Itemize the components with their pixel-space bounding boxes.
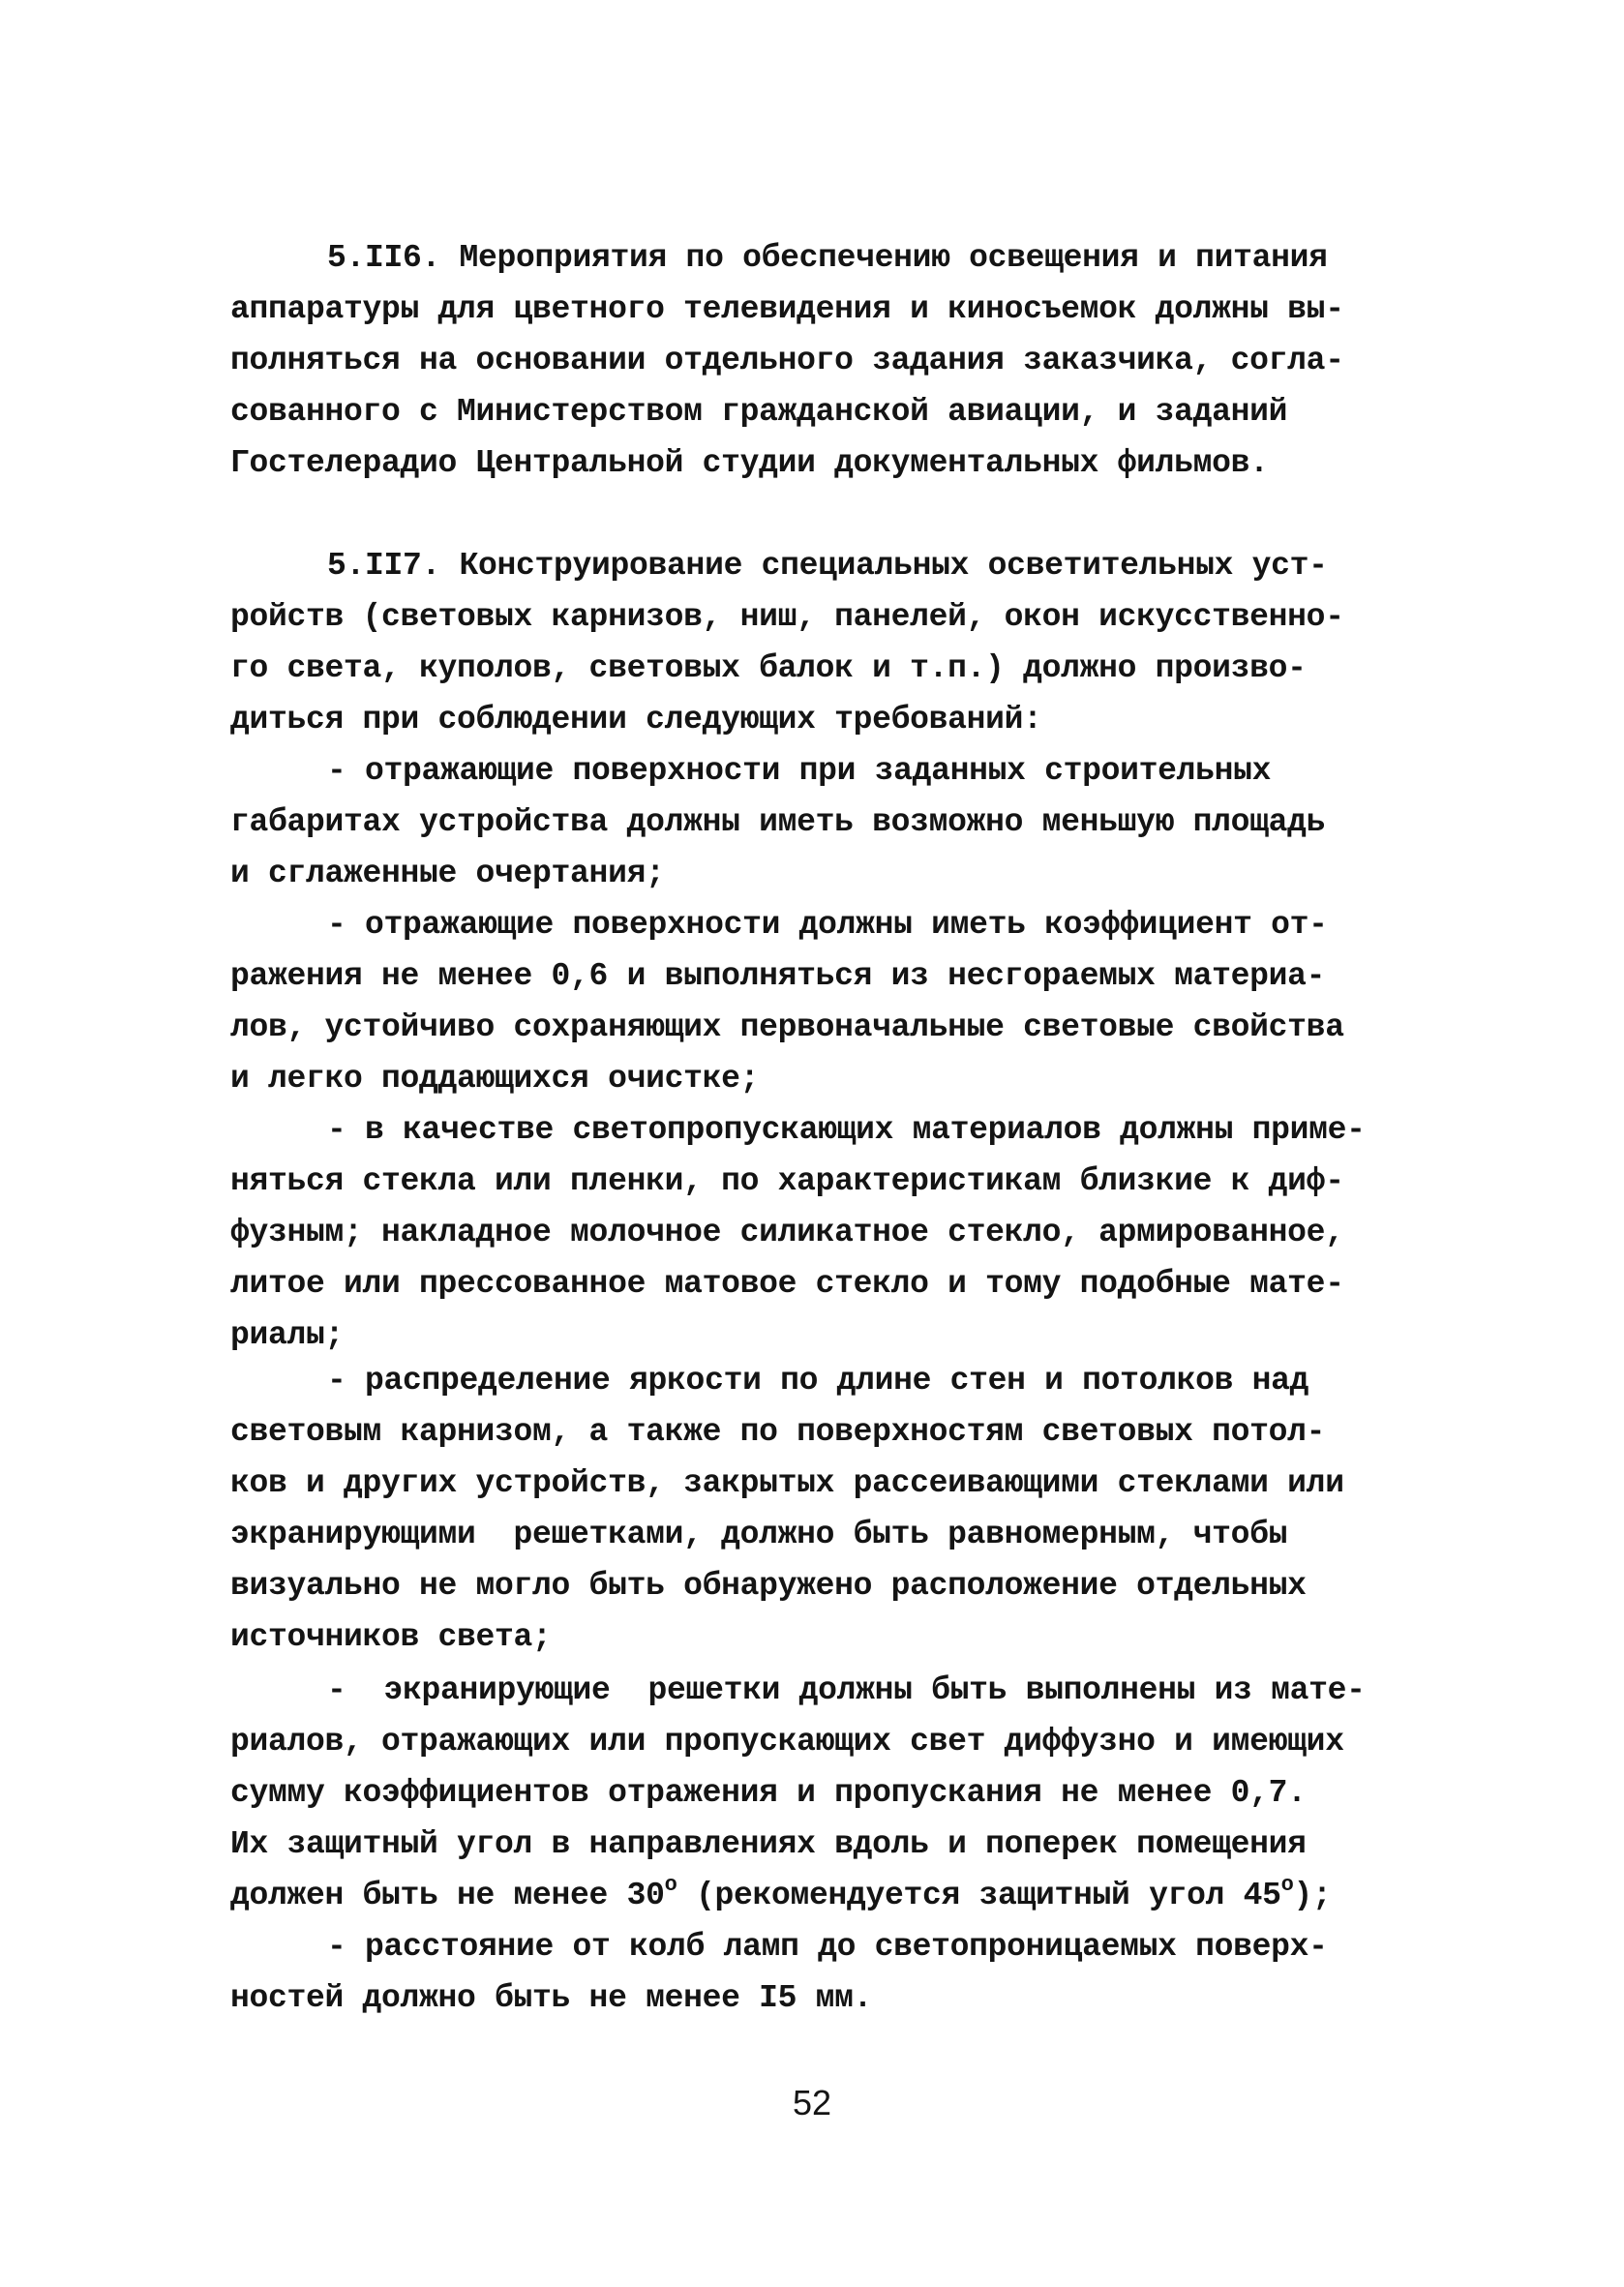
text-line: ностей должно быть не менее I5 мм. — [230, 1980, 873, 2016]
text-line: лов, устойчиво сохраняющих первоначальные световые свойства — [230, 1009, 1344, 1045]
list-item-line: - распределение яркости по длине стен и потолков над — [327, 1363, 1309, 1399]
text-line: источников света; — [230, 1619, 552, 1655]
text-line: диться при соблюдении следующих требований: — [230, 702, 1042, 737]
list-item-line: - отражающие поверхности при заданных строительных — [327, 753, 1272, 789]
text-line: визуально не могло быть обнаружено расположение отдельных — [230, 1568, 1307, 1604]
list-item-line: - экранирующие решетки должны быть выполнены из мате- — [327, 1672, 1366, 1708]
text-line: няться стекла или пленки, по характеристикам близкие к диф- — [230, 1163, 1344, 1199]
text-line: го света, куполов, световых балок и т.п.) должно произво- — [230, 650, 1307, 686]
text-line: габаритах устройства должны иметь возможно меньшую площадь — [230, 804, 1326, 840]
text-line: световым карнизом, а также по поверхностям световых потол- — [230, 1414, 1326, 1450]
degree-mark: о — [1280, 1873, 1294, 1897]
text-line: 5.II6. Мероприятия по обеспечению освещения и питания — [327, 240, 1328, 276]
text-line: полняться на основании отдельного задания заказчика, согла- — [230, 343, 1344, 378]
text-line: сованного с Министерством гражданской авиации, и заданий — [230, 394, 1288, 430]
text-line: ков и других устройств, закрытых рассеивающими стеклами или — [230, 1465, 1344, 1501]
text-line: Их защитный угол в направлениях вдоль и поперек помещения — [230, 1826, 1307, 1862]
text-line: 5.II7. Конструирование специальных осветительных уст- — [327, 548, 1328, 584]
text-line: литое или прессованное матовое стекло и тому подобные мате- — [230, 1266, 1344, 1302]
text-line: и легко поддающихся очистке; — [230, 1061, 760, 1097]
text-fragment: (рекомендуется защитный угол 45 — [677, 1878, 1281, 1913]
text-line: сумму коэффициентов отражения и пропускания не менее 0,7. — [230, 1775, 1307, 1811]
text-line: аппаратуры для цветного телевидения и киносъемок должны вы- — [230, 291, 1344, 327]
page-number: 52 — [792, 2083, 832, 2122]
text-line: риалов, отражающих или пропускающих свет диффузно и имеющих — [230, 1724, 1344, 1760]
text-line: и сглаженные очертания; — [230, 856, 665, 891]
text-line: экранирующими решетками, должно быть равномерным, чтобы — [230, 1517, 1288, 1552]
text-fragment: ); — [1293, 1878, 1332, 1913]
text-line: риалы; — [230, 1317, 345, 1353]
list-item-line: - расстояние от колб ламп до светопроницаемых поверх- — [327, 1929, 1328, 1965]
text-line: ражения не менее 0,6 и выполняться из несгораемых материа- — [230, 958, 1326, 994]
paragraph-5-117 — [230, 540, 1430, 1361]
text-fragment: должен быть не менее 30 — [230, 1878, 665, 1913]
paragraph-5-116 — [230, 232, 1430, 489]
text-line: фузным; накладное молочное силикатное стекло, армированное, — [230, 1215, 1344, 1250]
protection-angle-line — [230, 1870, 1430, 1921]
list-item-line: - в качестве светопропускающих материалов должны приме- — [327, 1112, 1366, 1148]
degree-mark: о — [664, 1873, 677, 1897]
list-item-brightness — [230, 1355, 1430, 1663]
text-line: Гостелерадио Центральной студии документальных фильмов. — [230, 445, 1269, 481]
list-item-grilles — [230, 1665, 1430, 2024]
list-item-line: - отражающие поверхности должны иметь коэффициент от- — [327, 907, 1328, 943]
text-line: ройств (световых карнизов, ниш, панелей, окон искусственно- — [230, 599, 1344, 635]
